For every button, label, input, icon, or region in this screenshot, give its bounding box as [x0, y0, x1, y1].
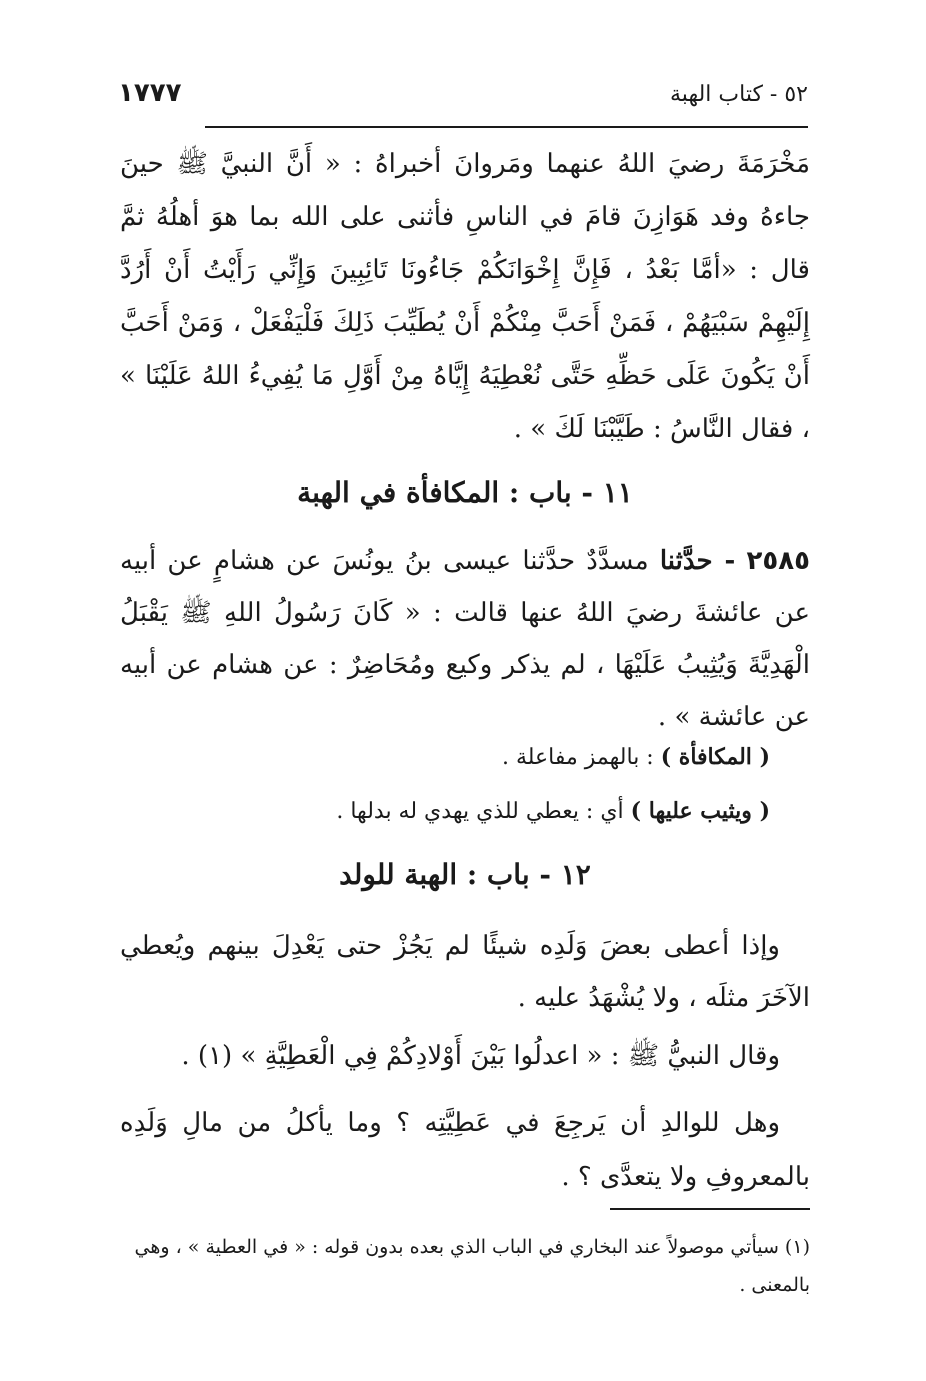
- gloss-text: : بالهمز مفاعلة .: [501, 745, 654, 770]
- section-12-para-3: وهل للوالدِ أن يَرجِعَ في عَطِيَّتِه ؟ وما يأكلُ من مالِ وَلَدِه بالمعروفِ ولا يتعدَّى ؟ .: [120, 1108, 810, 1192]
- chapter-title: ٥٢ - كتاب الهبة: [670, 82, 808, 107]
- hadith-number: ٢٥٨٥: [746, 546, 810, 576]
- gloss-text: أي : يعطي للذي يهدي له بدلها .: [336, 799, 624, 824]
- page-number: ١٧٧٧: [118, 78, 182, 108]
- gloss-yuthib: [120, 798, 810, 824]
- section-12-heading: ١٢ - باب : الهبة للولد: [339, 858, 591, 891]
- footnote: (١) سيأتي موصولاً عند البخاري في الباب الذي بعده بدون قوله : « في العطية » ، وهي بالمعنى .: [134, 1236, 810, 1296]
- section-11-heading: ١١ - باب : المكافأة في الهبة: [297, 476, 633, 509]
- footnote-rule: [610, 1208, 810, 1210]
- gloss-mukafaa: [120, 744, 810, 770]
- header-rule: [205, 126, 808, 128]
- section-12-para-1: وإذا أعطى بعضَ وَلَدِه شيئًا لم يَجُزْ حتى يَعْدِلَ بينهم ويُعطي الآخَرَ مثلَه ، ولا يُشْهَدُ عليه .: [120, 931, 810, 1013]
- gloss-term: ( ويثيب عليها ): [630, 798, 770, 824]
- hadith-text: مسدَّدٌ حدَّثنا عيسى بنُ يونُسَ عن هشامٍ عن أبيه عن عائشةَ رضيَ اللهُ عنها قالت : « كَانَ رَسُولُ اللهِ ﷺ يَقْبَلُ الْهَدِيَّةَ وَيُثِيبُ عَلَيْهَا ، لم يذكر وكيع ومُحَاضِرٌ : عن هشام عن أبيه عن عائشة » .: [120, 546, 810, 732]
- hadith-2585: [120, 535, 810, 743]
- page-header: [118, 78, 808, 118]
- hadith-lead: - حدَّثنا: [659, 546, 736, 576]
- section-12-para-2: وقال النبيُّ ﷺ : « اعدلُوا بَيْنَ أَوْلادِكُمْ فِي الْعَطِيَّةِ » (١) .: [181, 1041, 780, 1071]
- gloss-term: ( المكافأة ): [660, 744, 770, 770]
- top-paragraph: مَخْرَمَةَ رضيَ اللهُ عنهما ومَروانَ أخبراهُ : « أَنَّ النبيَّ ﷺ حينَ جاءهُ وفد هَوَازِنَ قامَ في الناسِ فأثنى على الله بما هوَ أهلُهُ ثمَّ قال : «أمَّا بَعْدُ ، فَإِنَّ إِخْوَانَكُمْ جَاءُونَا تَائِبِينَ وَإِنِّي رَأَيْتُ أَنْ أَرُدَّ إِلَيْهِمْ سَبْيَهُمْ ، فَمَنْ أَحَبَّ مِنْكُمْ أَنْ يُطَيِّبَ ذَلِكَ فَلْيَفْعَلْ ، وَمَنْ أَحَبَّ أَنْ يَكُونَ عَلَى حَظِّهِ حَتَّى نُعْطِيَهُ إِيَّاهُ مِنْ أَوَّلِ مَا يُفِيءُ اللهُ عَلَيْنَا » ، فقال النَّاسُ : طَيَّبْنَا لَكَ » .: [120, 149, 810, 444]
